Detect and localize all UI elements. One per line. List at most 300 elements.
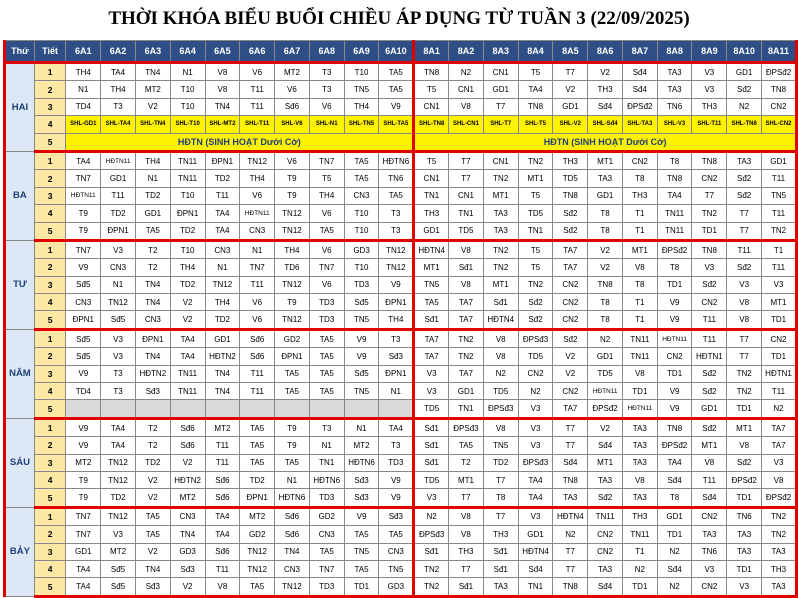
subject-cell: TA3 — [622, 489, 657, 507]
subject-cell: TN12 — [101, 294, 136, 311]
table-row — [5, 454, 797, 471]
subject-cell — [170, 400, 205, 418]
subject-cell: CN2 — [553, 311, 588, 329]
subject-cell: TN8 — [657, 418, 692, 436]
subject-cell: N2 — [657, 578, 692, 596]
subject-cell: TD1 — [727, 560, 762, 577]
subject-cell: GD1 — [657, 507, 692, 525]
subject-cell: TD5 — [483, 383, 518, 400]
subject-cell: CN3 — [275, 560, 310, 577]
subject-cell: TA4 — [379, 418, 414, 436]
subject-cell: TN8 — [553, 187, 588, 204]
subject-cell: MT2 — [66, 454, 101, 471]
class-header: 8A8 — [657, 41, 692, 63]
period-number: 2 — [34, 81, 66, 98]
assembly-banner: HĐTN (SINH HOẠT Dưới Cờ) — [66, 133, 414, 151]
subject-cell: TN7 — [309, 560, 344, 577]
subject-cell: TN11 — [170, 383, 205, 400]
subject-cell: CN2 — [518, 365, 553, 382]
subject-cell: V3 — [692, 560, 727, 577]
subject-cell: TA5 — [344, 526, 379, 543]
subject-cell: CN3 — [135, 311, 170, 329]
subject-cell: TN4 — [135, 560, 170, 577]
subject-cell: N1 — [135, 170, 170, 187]
subject-cell: TD1 — [692, 222, 727, 240]
subject-cell: TA3 — [483, 578, 518, 596]
subject-cell: MT2 — [275, 63, 310, 81]
subject-cell: T11 — [205, 454, 240, 471]
subject-cell: T7 — [553, 543, 588, 560]
subject-cell: V8 — [762, 471, 797, 488]
class-header: 6A4 — [170, 41, 205, 63]
subject-cell: HĐTN11 — [588, 383, 623, 400]
table-row — [5, 311, 797, 329]
subject-cell: TD1 — [762, 311, 797, 329]
subject-cell: HĐTN4 — [518, 543, 553, 560]
subject-cell: TD3 — [309, 578, 344, 596]
period-number: 1 — [34, 63, 66, 81]
subject-cell: CN1 — [414, 170, 449, 187]
subject-cell: GD1 — [483, 81, 518, 98]
subject-cell: V6 — [309, 205, 344, 222]
subject-cell: T8 — [622, 276, 657, 293]
subject-cell: TD2 — [205, 170, 240, 187]
subject-cell: N1 — [275, 471, 310, 488]
subject-cell: V2 — [170, 454, 205, 471]
subject-cell: CN2 — [622, 151, 657, 169]
table-row — [5, 98, 797, 115]
subject-cell: T3 — [379, 329, 414, 347]
table-row — [5, 400, 797, 418]
subject-cell: SHL-T7 — [483, 116, 518, 133]
subject-cell — [344, 400, 379, 418]
subject-cell: TD1 — [344, 578, 379, 596]
subject-cell: V2 — [588, 63, 623, 81]
subject-cell: TA4 — [170, 348, 205, 365]
subject-cell: TA5 — [275, 365, 310, 382]
subject-cell: HĐTN6 — [309, 471, 344, 488]
subject-cell: CN1 — [483, 63, 518, 81]
subject-cell: TN5 — [344, 81, 379, 98]
subject-cell: TA7 — [762, 437, 797, 454]
subject-cell: V6 — [240, 311, 275, 329]
subject-cell: T11 — [692, 471, 727, 488]
subject-cell: TN5 — [414, 276, 449, 293]
subject-cell: TN6 — [692, 543, 727, 560]
subject-cell: Sđ6 — [275, 526, 310, 543]
subject-cell: CN3 — [379, 543, 414, 560]
subject-cell: TD1 — [727, 400, 762, 418]
table-row — [5, 526, 797, 543]
subject-cell: TH3 — [449, 543, 484, 560]
subject-cell: Sđ2 — [692, 365, 727, 382]
subject-cell: ĐPSđ2 — [762, 489, 797, 507]
subject-cell: TN2 — [414, 578, 449, 596]
class-header: 8A4 — [518, 41, 553, 63]
class-header: 8A9 — [692, 41, 727, 63]
subject-cell: V8 — [205, 578, 240, 596]
subject-cell: MT2 — [101, 543, 136, 560]
subject-cell: TH3 — [692, 98, 727, 115]
subject-cell: HĐTN4 — [553, 507, 588, 525]
subject-cell: SHL-TN4 — [135, 116, 170, 133]
subject-cell: V9 — [379, 98, 414, 115]
subject-cell: T7 — [553, 418, 588, 436]
subject-cell: T8 — [622, 170, 657, 187]
subject-cell: TA3 — [622, 454, 657, 471]
subject-cell: HĐTN11 — [240, 205, 275, 222]
subject-cell: TH4 — [344, 98, 379, 115]
subject-cell: T11 — [205, 437, 240, 454]
period-number: 1 — [34, 151, 66, 169]
subject-cell: TH3 — [622, 507, 657, 525]
subject-cell: V8 — [449, 526, 484, 543]
subject-cell: V9 — [344, 348, 379, 365]
subject-cell: ĐPSđ2 — [762, 63, 797, 81]
subject-cell: TN12 — [379, 259, 414, 276]
subject-cell: V8 — [483, 418, 518, 436]
class-header: 8A2 — [449, 41, 484, 63]
subject-cell: MT1 — [518, 170, 553, 187]
subject-cell: GD1 — [518, 526, 553, 543]
subject-cell: TA5 — [379, 526, 414, 543]
subject-cell: T10 — [170, 98, 205, 115]
subject-cell: TD1 — [657, 276, 692, 293]
subject-cell: V3 — [692, 63, 727, 81]
subject-cell: ĐPSđ3 — [518, 454, 553, 471]
subject-cell: TN4 — [135, 294, 170, 311]
subject-cell: HĐTN2 — [135, 365, 170, 382]
subject-cell: TN7 — [66, 507, 101, 525]
subject-cell: TA5 — [240, 437, 275, 454]
subject-cell: MT1 — [483, 187, 518, 204]
subject-cell: GD3 — [170, 543, 205, 560]
subject-cell: V9 — [657, 294, 692, 311]
subject-cell: TA7 — [762, 418, 797, 436]
subject-cell: TA3 — [622, 437, 657, 454]
subject-cell: CN1 — [449, 81, 484, 98]
period-number: 2 — [34, 526, 66, 543]
subject-cell: CN1 — [449, 187, 484, 204]
subject-cell: TN2 — [518, 151, 553, 169]
subject-cell: TA5 — [449, 437, 484, 454]
day-label: BA — [5, 151, 35, 240]
table-row — [5, 507, 797, 525]
subject-cell: ĐPN1 — [379, 294, 414, 311]
subject-cell: V3 — [762, 276, 797, 293]
subject-cell: TA3 — [622, 418, 657, 436]
subject-cell: T8 — [588, 205, 623, 222]
subject-cell: TN4 — [170, 526, 205, 543]
subject-cell: TD5 — [588, 365, 623, 382]
subject-cell: CN2 — [588, 526, 623, 543]
subject-cell: V3 — [414, 365, 449, 382]
subject-cell: GD1 — [588, 187, 623, 204]
subject-cell: TA7 — [449, 311, 484, 329]
subject-cell: TN11 — [622, 348, 657, 365]
subject-cell: TD2 — [483, 454, 518, 471]
subject-cell: T9 — [66, 222, 101, 240]
subject-cell: TN12 — [101, 471, 136, 488]
subject-cell: T1 — [622, 222, 657, 240]
subject-cell: HĐTN4 — [483, 311, 518, 329]
subject-cell: Sđ2 — [518, 311, 553, 329]
subject-cell: TA3 — [588, 170, 623, 187]
subject-cell: MT1 — [588, 454, 623, 471]
subject-cell: Sđ4 — [553, 454, 588, 471]
period-number: 1 — [34, 507, 66, 525]
period-number: 5 — [34, 133, 66, 151]
subject-cell: T3 — [101, 98, 136, 115]
subject-cell: Sđ2 — [727, 187, 762, 204]
subject-cell: TD5 — [518, 205, 553, 222]
subject-cell — [135, 400, 170, 418]
subject-cell: TA5 — [309, 329, 344, 347]
subject-cell: TA5 — [344, 151, 379, 169]
subject-cell: CN3 — [344, 187, 379, 204]
subject-cell: TN4 — [205, 98, 240, 115]
subject-cell: N2 — [553, 526, 588, 543]
subject-cell: Sđ3 — [135, 383, 170, 400]
subject-cell: T5 — [518, 240, 553, 258]
subject-cell: TH3 — [622, 187, 657, 204]
subject-cell: V3 — [101, 240, 136, 258]
day-label: BẢY — [5, 507, 35, 596]
subject-cell: V8 — [205, 81, 240, 98]
subject-cell: CN2 — [692, 578, 727, 596]
subject-cell: TA7 — [553, 400, 588, 418]
subject-cell: MT1 — [414, 259, 449, 276]
subject-cell: Sđ4 — [588, 437, 623, 454]
subject-cell: Sđ5 — [66, 276, 101, 293]
subject-cell: T7 — [727, 329, 762, 347]
subject-cell: Sđ5 — [344, 365, 379, 382]
subject-cell: V2 — [553, 365, 588, 382]
subject-cell: Sđ2 — [692, 383, 727, 400]
subject-cell: TA5 — [240, 418, 275, 436]
subject-cell: V6 — [309, 98, 344, 115]
subject-cell: V6 — [275, 151, 310, 169]
subject-cell: SHL-TN8 — [414, 116, 449, 133]
subject-cell: Sđ4 — [588, 98, 623, 115]
subject-cell: CN2 — [692, 294, 727, 311]
subject-cell: TD5 — [414, 400, 449, 418]
subject-cell: CN2 — [553, 383, 588, 400]
subject-cell: MT2 — [344, 437, 379, 454]
subject-cell: N1 — [170, 63, 205, 81]
subject-cell: TN2 — [449, 348, 484, 365]
subject-cell: TD2 — [101, 205, 136, 222]
subject-cell: TD2 — [240, 471, 275, 488]
subject-cell: TN8 — [553, 471, 588, 488]
subject-cell: Sđ1 — [414, 311, 449, 329]
table-row — [5, 578, 797, 596]
subject-cell: TN1 — [518, 578, 553, 596]
subject-cell: T8 — [588, 222, 623, 240]
subject-cell: TA3 — [692, 526, 727, 543]
subject-cell: TA5 — [240, 454, 275, 471]
subject-cell: TA3 — [657, 63, 692, 81]
subject-cell: Sđ1 — [483, 543, 518, 560]
subject-cell: T2 — [135, 437, 170, 454]
subject-cell: TD3 — [309, 311, 344, 329]
page-title: THỜI KHÓA BIỂU BUỔI CHIỀU ÁP DỤNG TỪ TUẦN 3 (22/09/2025) — [108, 8, 690, 29]
table-row — [5, 81, 797, 98]
table-row — [5, 383, 797, 400]
class-header: 6A3 — [135, 41, 170, 63]
subject-cell: SHL-Sđ4 — [588, 116, 623, 133]
class-header: 6A10 — [379, 41, 414, 63]
assembly-banner: HĐTN (SINH HOẠT Dưới Cờ) — [414, 133, 797, 151]
subject-cell: CN2 — [553, 294, 588, 311]
subject-cell: TD2 — [135, 187, 170, 204]
subject-cell: T10 — [344, 63, 379, 81]
subject-cell: V6 — [240, 187, 275, 204]
subject-cell: V6 — [240, 294, 275, 311]
subject-cell: T7 — [727, 205, 762, 222]
subject-cell: ĐPN1 — [135, 329, 170, 347]
subject-cell: MT1 — [727, 418, 762, 436]
subject-cell: ĐPN1 — [170, 205, 205, 222]
subject-cell: TH4 — [309, 187, 344, 204]
subject-cell: TN6 — [379, 170, 414, 187]
subject-cell: TA3 — [727, 543, 762, 560]
period-number: 2 — [34, 259, 66, 276]
subject-cell: TH3 — [414, 205, 449, 222]
subject-cell: Sđ3 — [135, 578, 170, 596]
subject-cell: TN5 — [344, 383, 379, 400]
subject-cell: N2 — [449, 63, 484, 81]
subject-cell: Sđ4 — [518, 560, 553, 577]
class-header: 8A1 — [414, 41, 449, 63]
subject-cell: T9 — [66, 471, 101, 488]
subject-cell: T9 — [66, 205, 101, 222]
subject-cell: TN4 — [205, 383, 240, 400]
subject-cell: V2 — [135, 543, 170, 560]
subject-cell: GD1 — [553, 98, 588, 115]
table-row — [5, 276, 797, 293]
subject-cell: Sđ2 — [553, 222, 588, 240]
subject-cell: ĐPN1 — [205, 151, 240, 169]
subject-cell: Sđ4 — [622, 63, 657, 81]
subject-cell: T3 — [379, 205, 414, 222]
subject-cell: TN8 — [414, 63, 449, 81]
subject-cell: TN12 — [275, 205, 310, 222]
subject-cell: T8 — [588, 311, 623, 329]
subject-cell: TA5 — [275, 454, 310, 471]
subject-cell: Sđ6 — [205, 489, 240, 507]
subject-cell: TD5 — [553, 170, 588, 187]
subject-cell: TN12 — [379, 240, 414, 258]
subject-cell: N1 — [240, 240, 275, 258]
subject-cell: Sđ5 — [66, 348, 101, 365]
subject-cell: Sđ3 — [379, 348, 414, 365]
table-row — [5, 259, 797, 276]
table-row — [5, 205, 797, 222]
subject-cell: Sđ2 — [727, 454, 762, 471]
subject-cell: T5 — [309, 170, 344, 187]
subject-cell: Sđ3 — [344, 489, 379, 507]
subject-cell: SHL-V3 — [657, 116, 692, 133]
subject-cell: T10 — [170, 187, 205, 204]
subject-cell: SHL-T10 — [170, 116, 205, 133]
subject-cell: N1 — [66, 81, 101, 98]
subject-cell: T11 — [240, 81, 275, 98]
subject-cell — [275, 400, 310, 418]
subject-cell: TN2 — [449, 329, 484, 347]
subject-cell: TN8 — [692, 151, 727, 169]
subject-cell: V3 — [414, 489, 449, 507]
subject-cell: T11 — [240, 365, 275, 382]
subject-cell: V8 — [449, 240, 484, 258]
subject-cell: TN11 — [170, 170, 205, 187]
subject-cell: N1 — [344, 418, 379, 436]
subject-cell: SHL-TA3 — [622, 116, 657, 133]
table-row — [5, 63, 797, 81]
subject-cell: V8 — [622, 471, 657, 488]
class-header: 8A11 — [762, 41, 797, 63]
subject-cell: T8 — [483, 489, 518, 507]
subject-cell: CN1 — [483, 151, 518, 169]
period-number: 3 — [34, 187, 66, 204]
subject-cell: TN2 — [692, 205, 727, 222]
subject-cell: GD3 — [344, 240, 379, 258]
subject-cell: V3 — [101, 329, 136, 347]
subject-cell: TA4 — [101, 418, 136, 436]
subject-cell: Sđ6 — [170, 437, 205, 454]
subject-cell: TN5 — [483, 437, 518, 454]
subject-cell: TA3 — [727, 151, 762, 169]
subject-cell: GD1 — [762, 151, 797, 169]
class-header: 8A10 — [727, 41, 762, 63]
subject-cell: T3 — [101, 365, 136, 382]
subject-cell: TA5 — [135, 222, 170, 240]
subject-cell: TA5 — [135, 507, 170, 525]
subject-cell: TN1 — [449, 205, 484, 222]
subject-cell: T9 — [275, 418, 310, 436]
subject-cell: N1 — [101, 276, 136, 293]
subject-cell: TH3 — [762, 560, 797, 577]
subject-cell: Sđ3 — [344, 471, 379, 488]
subject-cell: Sđ1 — [414, 437, 449, 454]
subject-cell: Sđ4 — [657, 471, 692, 488]
subject-cell: Sđ6 — [205, 471, 240, 488]
subject-cell: Sđ1 — [449, 259, 484, 276]
subject-cell: Sđ5 — [101, 560, 136, 577]
subject-cell: GD1 — [205, 329, 240, 347]
day-label: NĂM — [5, 329, 35, 418]
subject-cell: TA4 — [657, 187, 692, 204]
period-number: 2 — [34, 170, 66, 187]
subject-cell: V3 — [727, 276, 762, 293]
subject-cell: ĐPSđ3 — [483, 400, 518, 418]
subject-cell: TA4 — [205, 222, 240, 240]
subject-cell: V3 — [692, 259, 727, 276]
subject-cell: TA5 — [309, 383, 344, 400]
subject-cell: T11 — [762, 383, 797, 400]
subject-cell: TN12 — [275, 222, 310, 240]
subject-cell: V2 — [170, 294, 205, 311]
subject-cell: T2 — [135, 259, 170, 276]
subject-cell: TA5 — [379, 81, 414, 98]
subject-cell: T3 — [379, 222, 414, 240]
subject-cell: TH4 — [101, 81, 136, 98]
subject-cell — [101, 400, 136, 418]
period-number: 4 — [34, 471, 66, 488]
subject-cell: T10 — [170, 240, 205, 258]
class-header: 6A6 — [240, 41, 275, 63]
subject-cell: T7 — [449, 151, 484, 169]
